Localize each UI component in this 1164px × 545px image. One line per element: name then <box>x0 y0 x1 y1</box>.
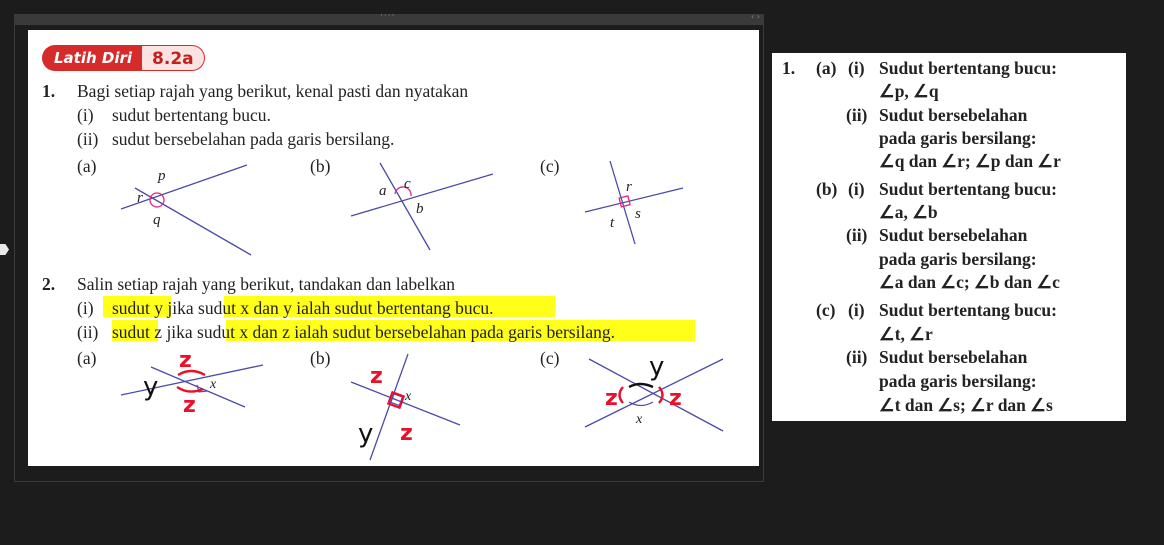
exercise-badge <box>42 45 205 71</box>
answer-b-ii-label: (ii) <box>846 225 868 245</box>
q2-diagram-b-label: (b) <box>310 348 331 368</box>
q1-diagram-b-label: (b) <box>310 156 331 176</box>
window-titlebar[interactable] <box>14 11 764 24</box>
side-panel-handle-icon[interactable] <box>0 244 9 255</box>
answer-a-label: (a) <box>816 58 837 78</box>
line <box>610 161 635 244</box>
angle-label-q: q <box>153 212 161 228</box>
answer-a-ii-title: Sudut bersebelahan <box>879 105 1028 125</box>
q1-part-i: sudut bertentang bucu. <box>112 105 271 125</box>
line <box>585 188 683 212</box>
q2-part-ii-number: (ii) <box>77 322 99 342</box>
answer-b-i-title: Sudut bertentang bucu: <box>879 179 1057 199</box>
answer-c-label: (c) <box>816 300 836 320</box>
angle-label-p: p <box>158 168 166 184</box>
answer-a-i-title: Sudut bertentang bucu: <box>879 58 1057 78</box>
q2-diagram-c-label: (c) <box>540 348 560 368</box>
answer-a-ii-value: ∠q dan ∠r; ∠p dan ∠r <box>879 151 1061 171</box>
q2-prompt: Salin setiap rajah yang berikut, tandakan dan labelkan <box>77 274 456 294</box>
answer-b-ii-title: Sudut bersebelahan <box>879 225 1028 245</box>
answer-b-i-label: (i) <box>848 179 865 199</box>
answer-c-ii-title: Sudut bersebelahan <box>879 347 1028 367</box>
answer-b-ii-value: ∠a dan ∠c; ∠b dan ∠c <box>879 272 1060 292</box>
angle-label-x: x <box>636 412 643 427</box>
angle-label-x: x <box>210 377 217 392</box>
angle-label-r: r <box>626 179 632 195</box>
q1-prompt: Bagi setiap rajah yang berikut, kenal pasti dan nyatakan <box>77 81 469 101</box>
handwritten-z: z <box>179 348 192 373</box>
answer-c-i-label: (i) <box>848 300 865 320</box>
answer-b-ii-title-2: pada garis bersilang: <box>879 249 1037 269</box>
q1-part-i-number: (i) <box>77 105 94 125</box>
resize-arrows-icon[interactable]: ‹ › <box>751 12 760 21</box>
answer-c-ii-value: ∠t dan ∠s; ∠r dan ∠s <box>879 395 1053 415</box>
badge-number: 8.2a <box>142 46 204 70</box>
answer-c-i-value: ∠t, ∠r <box>879 324 933 344</box>
q1-diagram-a-label: (a) <box>77 156 97 176</box>
angle-label-c: c <box>404 176 411 192</box>
answer-b-i-value: ∠a, ∠b <box>879 202 938 222</box>
q1-diagram-a <box>113 158 263 258</box>
handwritten-y: y <box>143 372 159 402</box>
exercise-page <box>28 30 759 466</box>
handwritten-y: y <box>649 352 665 382</box>
answer-c-i-title: Sudut bertentang bucu: <box>879 300 1057 320</box>
q2-part-i: sudut y jika sudut x dan y ialah sudut bertentang bucu. <box>112 298 494 318</box>
handwritten-y: y <box>358 419 374 449</box>
angle-label-b: b <box>416 201 424 217</box>
handwritten-z: z <box>669 386 682 411</box>
answer-c-ii-title-2: pada garis bersilang: <box>879 371 1037 391</box>
q2-diagram-a <box>113 345 273 425</box>
answer-number: 1. <box>782 58 796 78</box>
answer-a-ii-label: (ii) <box>846 105 868 125</box>
angle-label-r: r <box>137 190 143 206</box>
answer-a-i-label: (i) <box>848 58 865 78</box>
drag-grip-icon[interactable]: ···· <box>380 11 396 21</box>
answer-a-i-value: ∠p, ∠q <box>879 81 939 101</box>
q2-diagram-c <box>583 345 728 445</box>
handwritten-z: z <box>370 364 383 389</box>
answer-a-ii-title-2: pada garis bersilang: <box>879 128 1037 148</box>
q2-part-ii: sudut z jika sudut x dan z ialah sudut bersebelahan pada garis bersilang. <box>112 322 615 342</box>
q2-diagram-a-label: (a) <box>77 348 97 368</box>
angle-label-s: s <box>635 206 641 222</box>
q2-part-i-number: (i) <box>77 298 94 318</box>
angle-label-t: t <box>610 215 615 231</box>
angle-arc <box>629 402 653 406</box>
handwritten-z: z <box>400 421 413 446</box>
q1-diagram-c-label: (c) <box>540 156 560 176</box>
answer-b-label: (b) <box>816 179 838 199</box>
q2-number: 2. <box>42 274 56 294</box>
q1-diagram-c <box>583 158 718 258</box>
handwritten-z: z <box>183 393 196 418</box>
badge-title: Latih Diri <box>54 49 133 67</box>
answer-c-ii-label: (ii) <box>846 347 868 367</box>
q2-diagram-b <box>348 350 498 462</box>
q1-number: 1. <box>42 81 56 101</box>
answer-panel <box>772 53 1126 421</box>
angle-label-x: x <box>405 389 412 404</box>
angle-label-a: a <box>379 183 387 199</box>
q1-part-ii: sudut bersebelahan pada garis bersilang. <box>112 129 395 149</box>
q1-part-ii-number: (ii) <box>77 129 99 149</box>
handwritten-z: z <box>605 386 618 411</box>
q1-diagram-b <box>348 158 498 258</box>
